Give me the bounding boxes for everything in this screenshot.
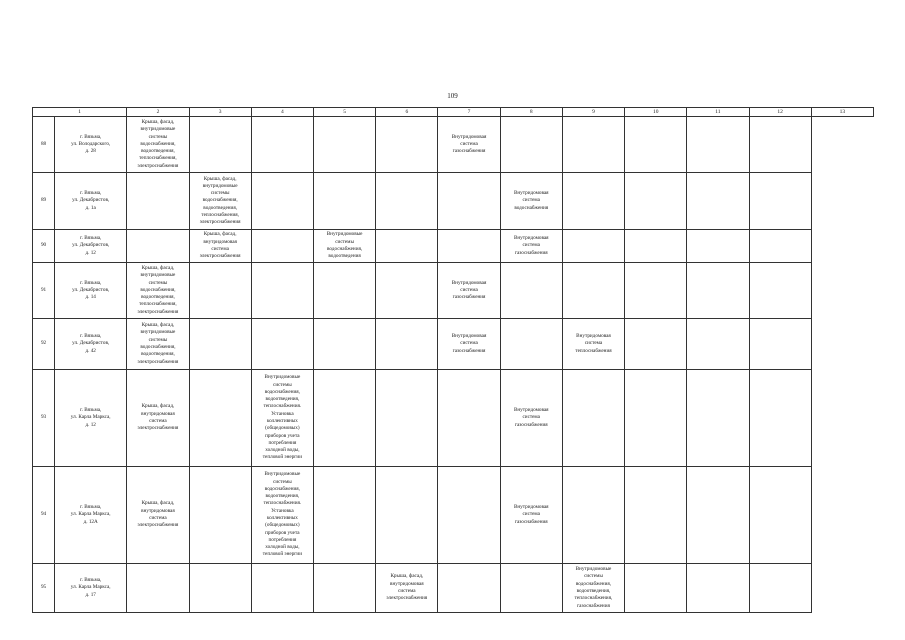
work-type-cell [438, 173, 500, 230]
work-type-cell [251, 467, 313, 564]
cell-text: Крыша, фасад, внутридомовые системы водоснабжения, водоотведения, теплоснабжения, электроснабжения [199, 175, 241, 226]
row-number-cell [33, 467, 55, 564]
work-type-cell [127, 173, 189, 230]
column-header: 10 [625, 108, 687, 117]
cell-text: Внутридомовые системы водоснабжения, водоотведения [326, 231, 363, 260]
table-row [33, 370, 874, 467]
column-header: 13 [811, 108, 873, 117]
cell-text: 91 [40, 286, 47, 293]
work-type-cell [749, 263, 811, 319]
header-row [33, 108, 874, 117]
table-row [33, 564, 874, 613]
cell-text: Внутридомовые системы водоснабжения, водоотведения, теплоснабжения. Установка коллективных (общедомовых) приборов учета потребления холодной воды, тепловой энергии [262, 374, 302, 461]
column-header: 5 [313, 108, 375, 117]
column-header: 4 [251, 108, 313, 117]
cell-text: г. Вязьма, ул. Декабристов, д. 14 [72, 279, 110, 301]
cell-text: Внутридомовая система водоснабжения [513, 190, 549, 211]
work-type-cell [500, 230, 562, 263]
work-type-cell [562, 467, 624, 564]
work-type-cell [313, 117, 375, 173]
work-type-cell [251, 117, 313, 173]
cell-text: Внутридомовая система газоснабжения [513, 235, 549, 256]
table-row [33, 467, 874, 564]
work-type-cell [127, 370, 189, 467]
work-type-cell [562, 230, 624, 263]
work-type-cell [189, 564, 251, 613]
cell-text: Внутридомовая система газоснабжения [451, 279, 487, 301]
column-header: 2 [127, 108, 189, 117]
column-header: 12 [749, 108, 811, 117]
cell-text: Крыша, фасад, внутридомовые системы водоснабжения, водоотведения, теплоснабжения, электроснабжения [137, 265, 179, 315]
work-type-cell [687, 230, 749, 263]
table-row [33, 117, 874, 173]
cell-text: г. Вязьма, ул. Декабристов, д. 12 [72, 235, 110, 256]
work-type-cell [625, 117, 687, 173]
row-number-cell [33, 370, 55, 467]
work-type-cell [251, 319, 313, 370]
cell-text: Крыша, фасад, внутридомовая система электроснабжения [199, 231, 241, 260]
cell-text: г. Вязьма, ул. Карла Маркса, д. 12А [70, 504, 111, 525]
work-type-cell [562, 263, 624, 319]
work-type-cell [625, 467, 687, 564]
table-row [33, 319, 874, 370]
address-cell [55, 564, 127, 613]
work-type-cell [189, 319, 251, 370]
work-type-cell [625, 370, 687, 467]
cell-text: Крыша, фасад, внутридомовая система электроснабжения [386, 573, 428, 602]
work-type-cell [376, 564, 438, 613]
work-type-cell [500, 117, 562, 173]
work-type-cell [687, 370, 749, 467]
table-row [33, 173, 874, 230]
work-type-cell [749, 319, 811, 370]
row-number-cell [33, 173, 55, 230]
work-type-cell [313, 370, 375, 467]
work-type-cell [562, 117, 624, 173]
cell-text: 88 [40, 140, 47, 147]
work-type-cell [687, 117, 749, 173]
work-type-cell [376, 230, 438, 263]
work-type-cell [749, 370, 811, 467]
work-type-cell [562, 173, 624, 230]
repair-schedule-table [32, 107, 874, 613]
address-cell [55, 230, 127, 263]
cell-text: 95 [40, 584, 47, 591]
work-type-cell [376, 467, 438, 564]
address-cell [55, 467, 127, 564]
work-type-cell [500, 263, 562, 319]
cell-text: Крыша, фасад, внутридомовая система электроснабжения [137, 403, 179, 432]
work-type-cell [438, 564, 500, 613]
work-type-cell [376, 263, 438, 319]
work-type-cell [313, 230, 375, 263]
work-type-cell [500, 173, 562, 230]
work-type-cell [687, 263, 749, 319]
work-type-cell [127, 117, 189, 173]
work-type-cell [313, 319, 375, 370]
address-cell [55, 263, 127, 319]
row-number-cell [33, 230, 55, 263]
work-type-cell [625, 263, 687, 319]
cell-text: г. Вязьма, ул. Карла Маркса, д. 17 [70, 577, 111, 598]
work-type-cell [500, 370, 562, 467]
cell-text: г. Вязьма, ул. Карла Маркса, д. 12 [70, 407, 111, 428]
work-type-cell [376, 319, 438, 370]
work-type-cell [687, 319, 749, 370]
work-type-cell [687, 173, 749, 230]
cell-text: Внутридомовая система газоснабжения [513, 504, 549, 525]
work-type-cell [438, 117, 500, 173]
column-header: 3 [189, 108, 251, 117]
work-type-cell [500, 564, 562, 613]
work-type-cell [376, 173, 438, 230]
work-type-cell [189, 467, 251, 564]
address-cell [55, 370, 127, 467]
work-type-cell [376, 370, 438, 467]
work-type-cell [376, 117, 438, 173]
work-type-cell [438, 319, 500, 370]
address-cell [55, 319, 127, 370]
column-header: 11 [687, 108, 749, 117]
work-type-cell [313, 564, 375, 613]
work-type-cell [127, 230, 189, 263]
column-header: 6 [376, 108, 438, 117]
cell-text: Внутридомовая система газоснабжения [513, 407, 549, 428]
cell-text: 93 [40, 414, 47, 421]
cell-text: г. Вязьма, ул. Володарского, д. 28 [71, 133, 111, 155]
row-number-cell [33, 263, 55, 319]
work-type-cell [625, 230, 687, 263]
work-type-cell [562, 370, 624, 467]
work-type-cell [127, 564, 189, 613]
row-number-cell [33, 319, 55, 370]
column-header: 9 [562, 108, 624, 117]
work-type-cell [749, 467, 811, 564]
column-header: 1 [33, 108, 127, 117]
work-type-cell [749, 173, 811, 230]
column-header: 7 [438, 108, 500, 117]
column-header: 8 [500, 108, 562, 117]
work-type-cell [127, 467, 189, 564]
cell-text: Крыша, фасад, внутридомовые системы водоснабжения, водоотведения, теплоснабжения, электроснабжения [137, 119, 179, 169]
cell-text: Внутридомовые системы водоснабжения, водоотведения, теплоснабжения, газоснабжения [574, 566, 613, 609]
work-type-cell [189, 173, 251, 230]
page-number: 109 [447, 92, 458, 100]
cell-text: Крыша, фасад, внутридомовые системы водоснабжения, водоотведения, электроснабжения [137, 322, 179, 365]
work-type-cell [251, 564, 313, 613]
work-type-cell [189, 370, 251, 467]
cell-text: г. Вязьма, ул. Декабристов, д. 1а [72, 190, 110, 211]
table-row [33, 230, 874, 263]
work-type-cell [438, 467, 500, 564]
cell-text: Внутридомовая система теплоснабжения [575, 333, 612, 354]
table-row [33, 263, 874, 319]
work-type-cell [500, 319, 562, 370]
cell-text: 94 [40, 511, 47, 518]
work-type-cell [438, 263, 500, 319]
work-type-cell [625, 564, 687, 613]
work-type-cell [127, 319, 189, 370]
row-number-cell [33, 564, 55, 613]
address-cell [55, 117, 127, 173]
work-type-cell [500, 467, 562, 564]
work-type-cell [562, 319, 624, 370]
cell-text: г. Вязьма, ул. Декабристов, д. 42 [72, 333, 110, 354]
work-type-cell [749, 117, 811, 173]
work-type-cell [251, 173, 313, 230]
work-type-cell [562, 564, 624, 613]
cell-text: Внутридомовая система газоснабжения [451, 133, 487, 155]
work-type-cell [625, 319, 687, 370]
cell-text: 90 [40, 242, 47, 249]
work-type-cell [438, 230, 500, 263]
work-type-cell [749, 230, 811, 263]
address-cell [55, 173, 127, 230]
work-type-cell [189, 230, 251, 263]
work-type-cell [313, 173, 375, 230]
cell-text: 92 [40, 340, 47, 347]
work-type-cell [313, 467, 375, 564]
cell-text: Внутридомовые системы водоснабжения, водоотведения, теплоснабжения. Установка коллективных (общедомовых) приборов учета потребления холодной воды, тепловой энергии [262, 471, 302, 558]
row-number-cell [33, 117, 55, 173]
work-type-cell [313, 263, 375, 319]
work-type-cell [189, 263, 251, 319]
work-type-cell [251, 370, 313, 467]
work-type-cell [127, 263, 189, 319]
work-type-cell [189, 117, 251, 173]
work-type-cell [687, 564, 749, 613]
work-type-cell [438, 370, 500, 467]
work-type-cell [625, 173, 687, 230]
work-type-cell [687, 467, 749, 564]
work-type-cell [251, 230, 313, 263]
cell-text: Внутридомовая система газоснабжения [451, 333, 487, 354]
work-type-cell [251, 263, 313, 319]
work-type-cell [749, 564, 811, 613]
cell-text: Крыша, фасад, внутридомовая система электроснабжения [137, 500, 179, 529]
cell-text: 89 [40, 197, 47, 204]
